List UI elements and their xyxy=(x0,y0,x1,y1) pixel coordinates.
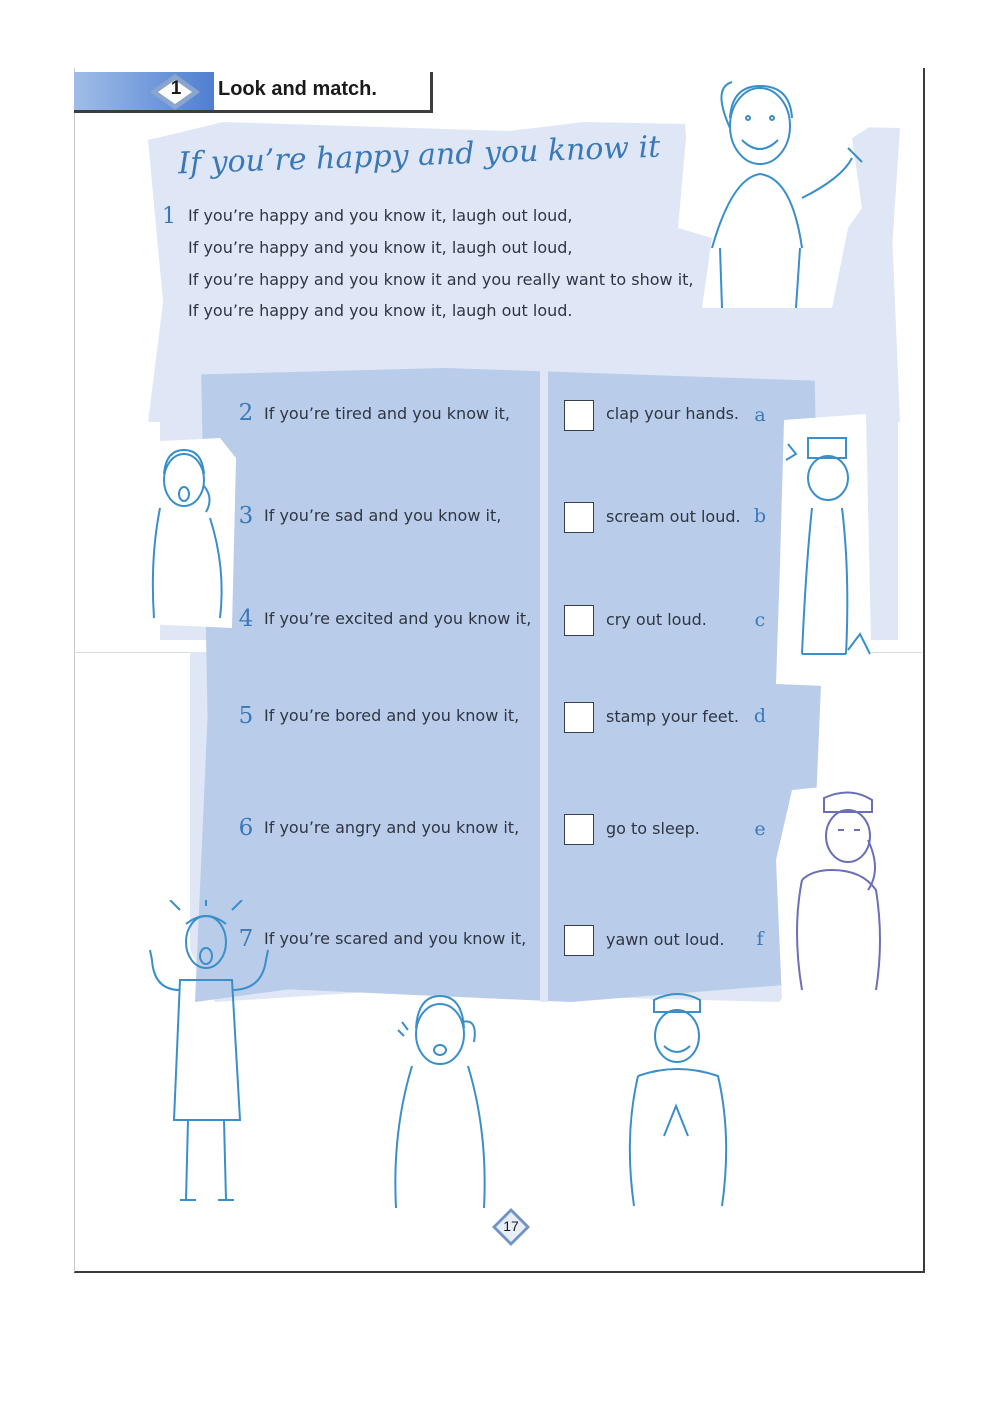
happy-girl-laughing-icon xyxy=(672,78,872,308)
answer-box[interactable] xyxy=(564,925,594,956)
row-number: 7 xyxy=(238,926,254,952)
row-number: 3 xyxy=(238,503,254,529)
row-action: scream out loud. xyxy=(606,507,741,526)
exercise-instruction: Look and match. xyxy=(218,78,377,100)
tired-girl-yawning-icon xyxy=(140,438,240,628)
row-prompt: If you’re excited and you know it, xyxy=(264,609,532,628)
answer-box[interactable] xyxy=(564,502,594,533)
row-prompt: If you’re bored and you know it, xyxy=(264,706,520,725)
row-action: clap your hands. xyxy=(606,404,740,423)
answer-box[interactable] xyxy=(564,400,594,431)
row-action: go to sleep. xyxy=(606,819,700,838)
answer-box[interactable] xyxy=(564,814,594,845)
verse-number: 1 xyxy=(162,204,176,229)
row-action: yawn out loud. xyxy=(606,930,725,949)
row-prompt: If you’re angry and you know it, xyxy=(264,818,520,837)
row-prompt: If you’re sad and you know it, xyxy=(264,506,502,525)
verse-line: If you’re happy and you know it and you really want to show it, xyxy=(188,270,694,289)
verse-line: If you’re happy and you know it, laugh out loud, xyxy=(188,206,573,225)
row-letter: f xyxy=(756,928,764,950)
answer-box[interactable] xyxy=(564,605,594,636)
row-number: 5 xyxy=(238,703,254,729)
exercise-number: 1 xyxy=(170,78,182,99)
sad-girl-crying-icon xyxy=(382,982,502,1212)
song-title: If you’re happy and you know it xyxy=(177,129,661,182)
scared-boy-screaming-icon xyxy=(140,900,280,1212)
excited-boy-clapping-icon xyxy=(614,986,744,1212)
angry-boy-stamping-icon xyxy=(776,414,876,688)
bored-boy-sleeping-icon xyxy=(772,780,908,1002)
page-number: 17 xyxy=(503,1218,519,1234)
row-letter: e xyxy=(754,818,766,840)
row-number: 6 xyxy=(238,815,254,841)
row-letter: c xyxy=(754,609,766,631)
matching-rows-panel xyxy=(195,368,821,1002)
row-prompt: If you’re scared and you know it, xyxy=(264,929,527,948)
row-number: 2 xyxy=(238,400,254,426)
column-divider xyxy=(540,370,548,1002)
row-number: 4 xyxy=(238,606,254,632)
answer-box[interactable] xyxy=(564,702,594,733)
row-action: stamp your feet. xyxy=(606,707,739,726)
row-letter: d xyxy=(753,705,767,727)
row-action: cry out loud. xyxy=(606,610,707,629)
verse-line: If you’re happy and you know it, laugh out loud, xyxy=(188,238,573,257)
row-letter: a xyxy=(754,404,766,426)
row-letter: b xyxy=(753,505,767,527)
verse-line: If you’re happy and you know it, laugh out loud. xyxy=(188,301,573,320)
row-prompt: If you’re tired and you know it, xyxy=(264,404,510,423)
